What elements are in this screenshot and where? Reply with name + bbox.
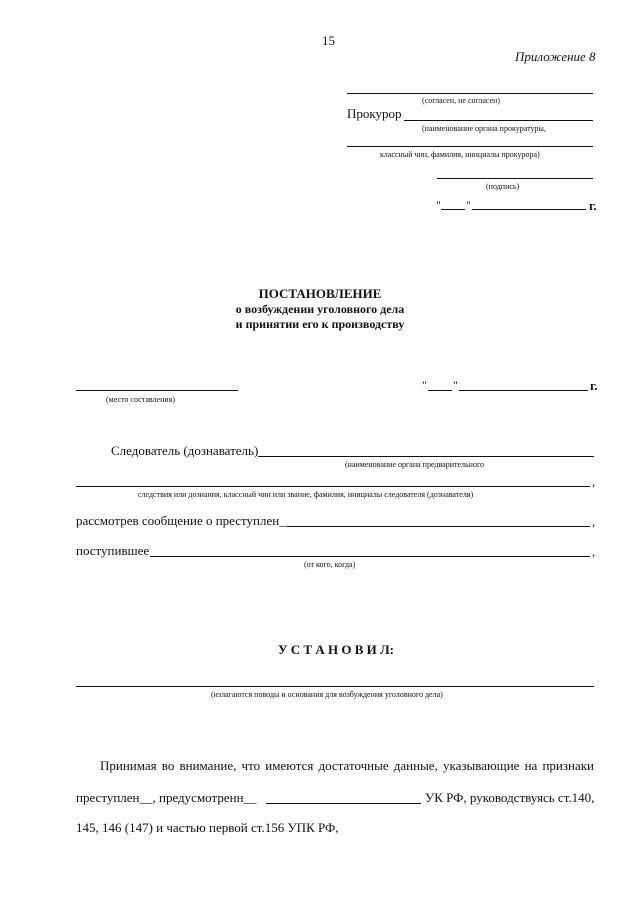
rank-hint: классный чин, фамилия, инициалы прокурора) bbox=[380, 150, 540, 159]
body-article-line[interactable] bbox=[266, 803, 421, 804]
signature-line[interactable] bbox=[437, 178, 593, 179]
considered-label: рассмотрев сообщение о преступлен__ bbox=[76, 513, 293, 528]
investigator-hint-1: (наименование органа предварительного bbox=[345, 460, 485, 469]
page-number: 15 bbox=[322, 33, 335, 48]
approval-date-day-line[interactable] bbox=[441, 209, 465, 210]
appendix-label: Приложение 8 bbox=[515, 49, 596, 64]
received-comma: , bbox=[592, 544, 596, 559]
body-line-2-right: УК РФ, руководствуясь ст.140, bbox=[425, 790, 595, 805]
approval-date-quote-open: " bbox=[436, 198, 441, 212]
received-hint: (от кого, когда) bbox=[304, 560, 356, 569]
signature-hint: (подпись) bbox=[486, 182, 520, 191]
place-date-month-line[interactable] bbox=[459, 390, 588, 391]
place-hint: (место составления) bbox=[106, 395, 175, 404]
established-heading: У С Т А Н О В И Л: bbox=[278, 642, 395, 657]
approval-year-suffix: г. bbox=[589, 198, 597, 213]
document-subtitle-1: о возбуждении уголовного дела bbox=[235, 302, 405, 316]
prosecutor-hint: (наименование органа прокуратуры, bbox=[422, 124, 546, 133]
body-line-2-left: преступлен__, предусмотренн__ bbox=[76, 790, 257, 805]
place-date-day-line[interactable] bbox=[428, 390, 452, 391]
investigator-comma: , bbox=[592, 474, 596, 489]
investigator-label: Следователь (дознаватель) bbox=[111, 443, 259, 458]
established-hint: (излагаются поводы и основания для возбуждения уголовного дела) bbox=[211, 690, 443, 699]
place-date-quote-close: " bbox=[453, 378, 458, 392]
document-subtitle-2: и принятии его к производству bbox=[235, 317, 405, 331]
investigator-line-2[interactable] bbox=[76, 486, 590, 487]
established-line[interactable] bbox=[76, 686, 594, 687]
place-date-quote-open: " bbox=[422, 378, 427, 392]
received-label: поступившее bbox=[76, 543, 150, 558]
place-line[interactable] bbox=[76, 390, 238, 391]
document-title: ПОСТАНОВЛЕНИЕ bbox=[258, 286, 382, 301]
place-year-suffix: г. bbox=[590, 378, 598, 393]
prosecutor-line[interactable] bbox=[404, 120, 593, 121]
investigator-hint-2: следствия или дознания, классный чин или звание, фамилия, инициалы следователя (дознавателя) bbox=[138, 490, 474, 499]
rank-line[interactable] bbox=[347, 146, 593, 147]
body-line-3: 145, 146 (147) и частью первой ст.156 УПК РФ, bbox=[76, 820, 339, 835]
considered-line[interactable] bbox=[287, 526, 590, 527]
considered-comma: , bbox=[592, 514, 596, 529]
approval-date-month-line[interactable] bbox=[472, 209, 586, 210]
received-line[interactable] bbox=[150, 556, 590, 557]
investigator-line[interactable] bbox=[258, 456, 594, 457]
approval-date-quote-close: " bbox=[466, 198, 471, 212]
agree-hint: (согласен, не согласен) bbox=[422, 96, 501, 105]
agree-line[interactable] bbox=[347, 93, 593, 94]
body-line-1: Принимая во внимание, что имеются достаточные данные, указывающие на признаки bbox=[100, 758, 594, 773]
prosecutor-label: Прокурор bbox=[347, 106, 402, 121]
